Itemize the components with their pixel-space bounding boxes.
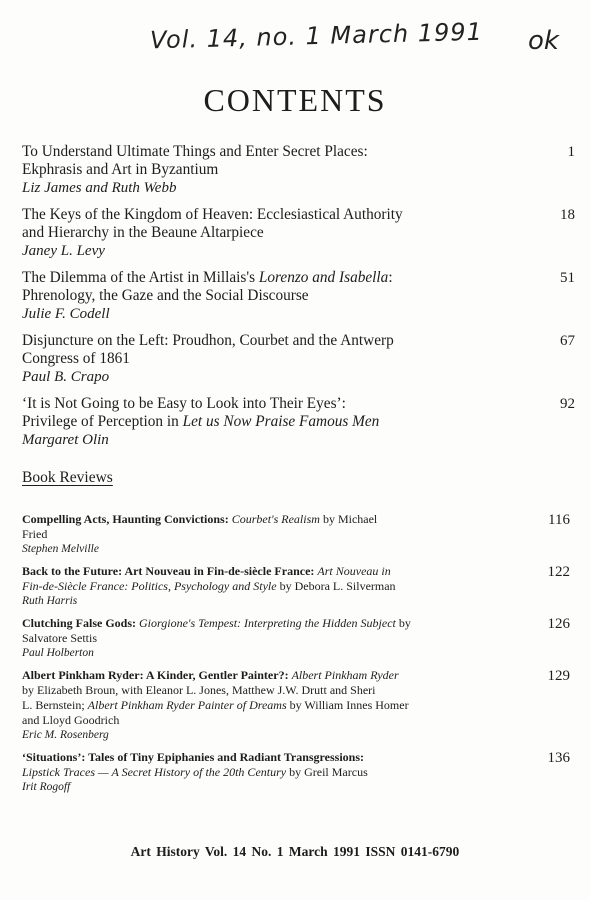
review-title-line: Salvatore Settis [22,631,97,645]
article-title-line: Congress of 1861 [22,350,130,367]
article-entry [22,332,577,386]
review-author: Irit Rogoff [22,781,71,793]
review-entry [22,512,577,557]
review-title-line: Fried [22,527,48,541]
article-entry [22,395,577,449]
article-author: Paul B. Crapo [22,369,110,385]
page-number: 126 [547,616,570,632]
article-title-line: To Understand Ultimate Things and Enter Secret Places: [22,143,368,160]
review-author: Eric M. Rosenberg [22,729,109,741]
review-title-line: L. Bernstein; Albert Pinkham Ryder Painter of Dreams by William Innes Homer [22,698,409,712]
article-title-line: and Hierarchy in the Beaune Altarpiece [22,224,264,241]
reviews-list [22,512,577,802]
article-author: Janey L. Levy [22,243,105,259]
page-number: 1 [567,144,575,160]
review-entry [22,668,577,743]
article-title-line: Privilege of Perception in Let us Now Praise Famous Men [22,413,380,430]
article-author: Liz James and Ruth Webb [22,180,177,196]
review-author: Ruth Harris [22,595,78,607]
page-number: 18 [560,207,575,223]
review-title-line: by Elizabeth Broun, with Eleanor L. Jones, Matthew J.W. Drutt and Sheri [22,683,376,697]
article-title-line: Ekphrasis and Art in Byzantium [22,161,219,178]
article-title-line: ‘It is Not Going to be Easy to Look into Their Eyes’: [22,395,346,412]
review-title-line: Clutching False Gods: Giorgione's Tempest: Interpreting the Hidden Subject by [22,616,411,630]
page-number: 51 [560,270,575,286]
article-title-line: Disjuncture on the Left: Proudhon, Courbet and the Antwerp [22,332,394,349]
review-entry [22,750,577,795]
article-author: Julie F. Codell [22,306,110,322]
article-author: Margaret Olin [22,432,109,448]
review-author: Stephen Melville [22,543,99,555]
article-title-line: The Dilemma of the Artist in Millais's Lorenzo and Isabella: [22,269,393,286]
review-title-line: and Lloyd Goodrich [22,713,120,727]
review-title-line: ‘Situations’: Tales of Tiny Epiphanies and Radiant Transgressions: [22,750,364,764]
page-number: 116 [548,512,570,528]
article-title-line: The Keys of the Kingdom of Heaven: Ecclesiastical Authority [22,206,403,223]
page-number: 129 [547,668,570,684]
review-entry [22,564,577,609]
review-title-line: Compelling Acts, Haunting Convictions: Courbet's Realism by Michael [22,512,378,526]
review-title-line: Lipstick Traces — A Secret History of the 20th Century by Greil Marcus [22,765,368,779]
review-entry [22,616,577,661]
book-reviews-heading: Book Reviews [22,469,113,486]
review-title-line: Albert Pinkham Ryder: A Kinder, Gentler Painter?: Albert Pinkham Ryder [22,668,399,682]
page-title: CONTENTS [203,82,387,118]
handwritten-note: Vol. 14, no. 1 March 1991 [149,17,484,55]
page-number: 122 [547,564,570,580]
article-title-line: Phrenology, the Gaze and the Social Discourse [22,287,309,304]
page-number: 67 [560,333,575,349]
page-number: 92 [560,396,575,412]
article-entry [22,206,577,260]
review-title-line: Back to the Future: Art Nouveau in Fin-de-siècle France: Art Nouveau in [22,564,391,578]
page-number: 136 [547,750,570,766]
handwritten-ok-mark: ok [528,26,559,56]
articles-list [22,143,577,458]
journal-footer: Art History Vol. 14 No. 1 March 1991 ISSN 0141-6790 [130,844,460,859]
article-entry [22,269,577,323]
review-title-line: Fin-de-Siècle France: Politics, Psychology and Style by Debora L. Silverman [22,579,396,593]
review-author: Paul Holberton [22,647,94,659]
article-entry [22,143,577,197]
